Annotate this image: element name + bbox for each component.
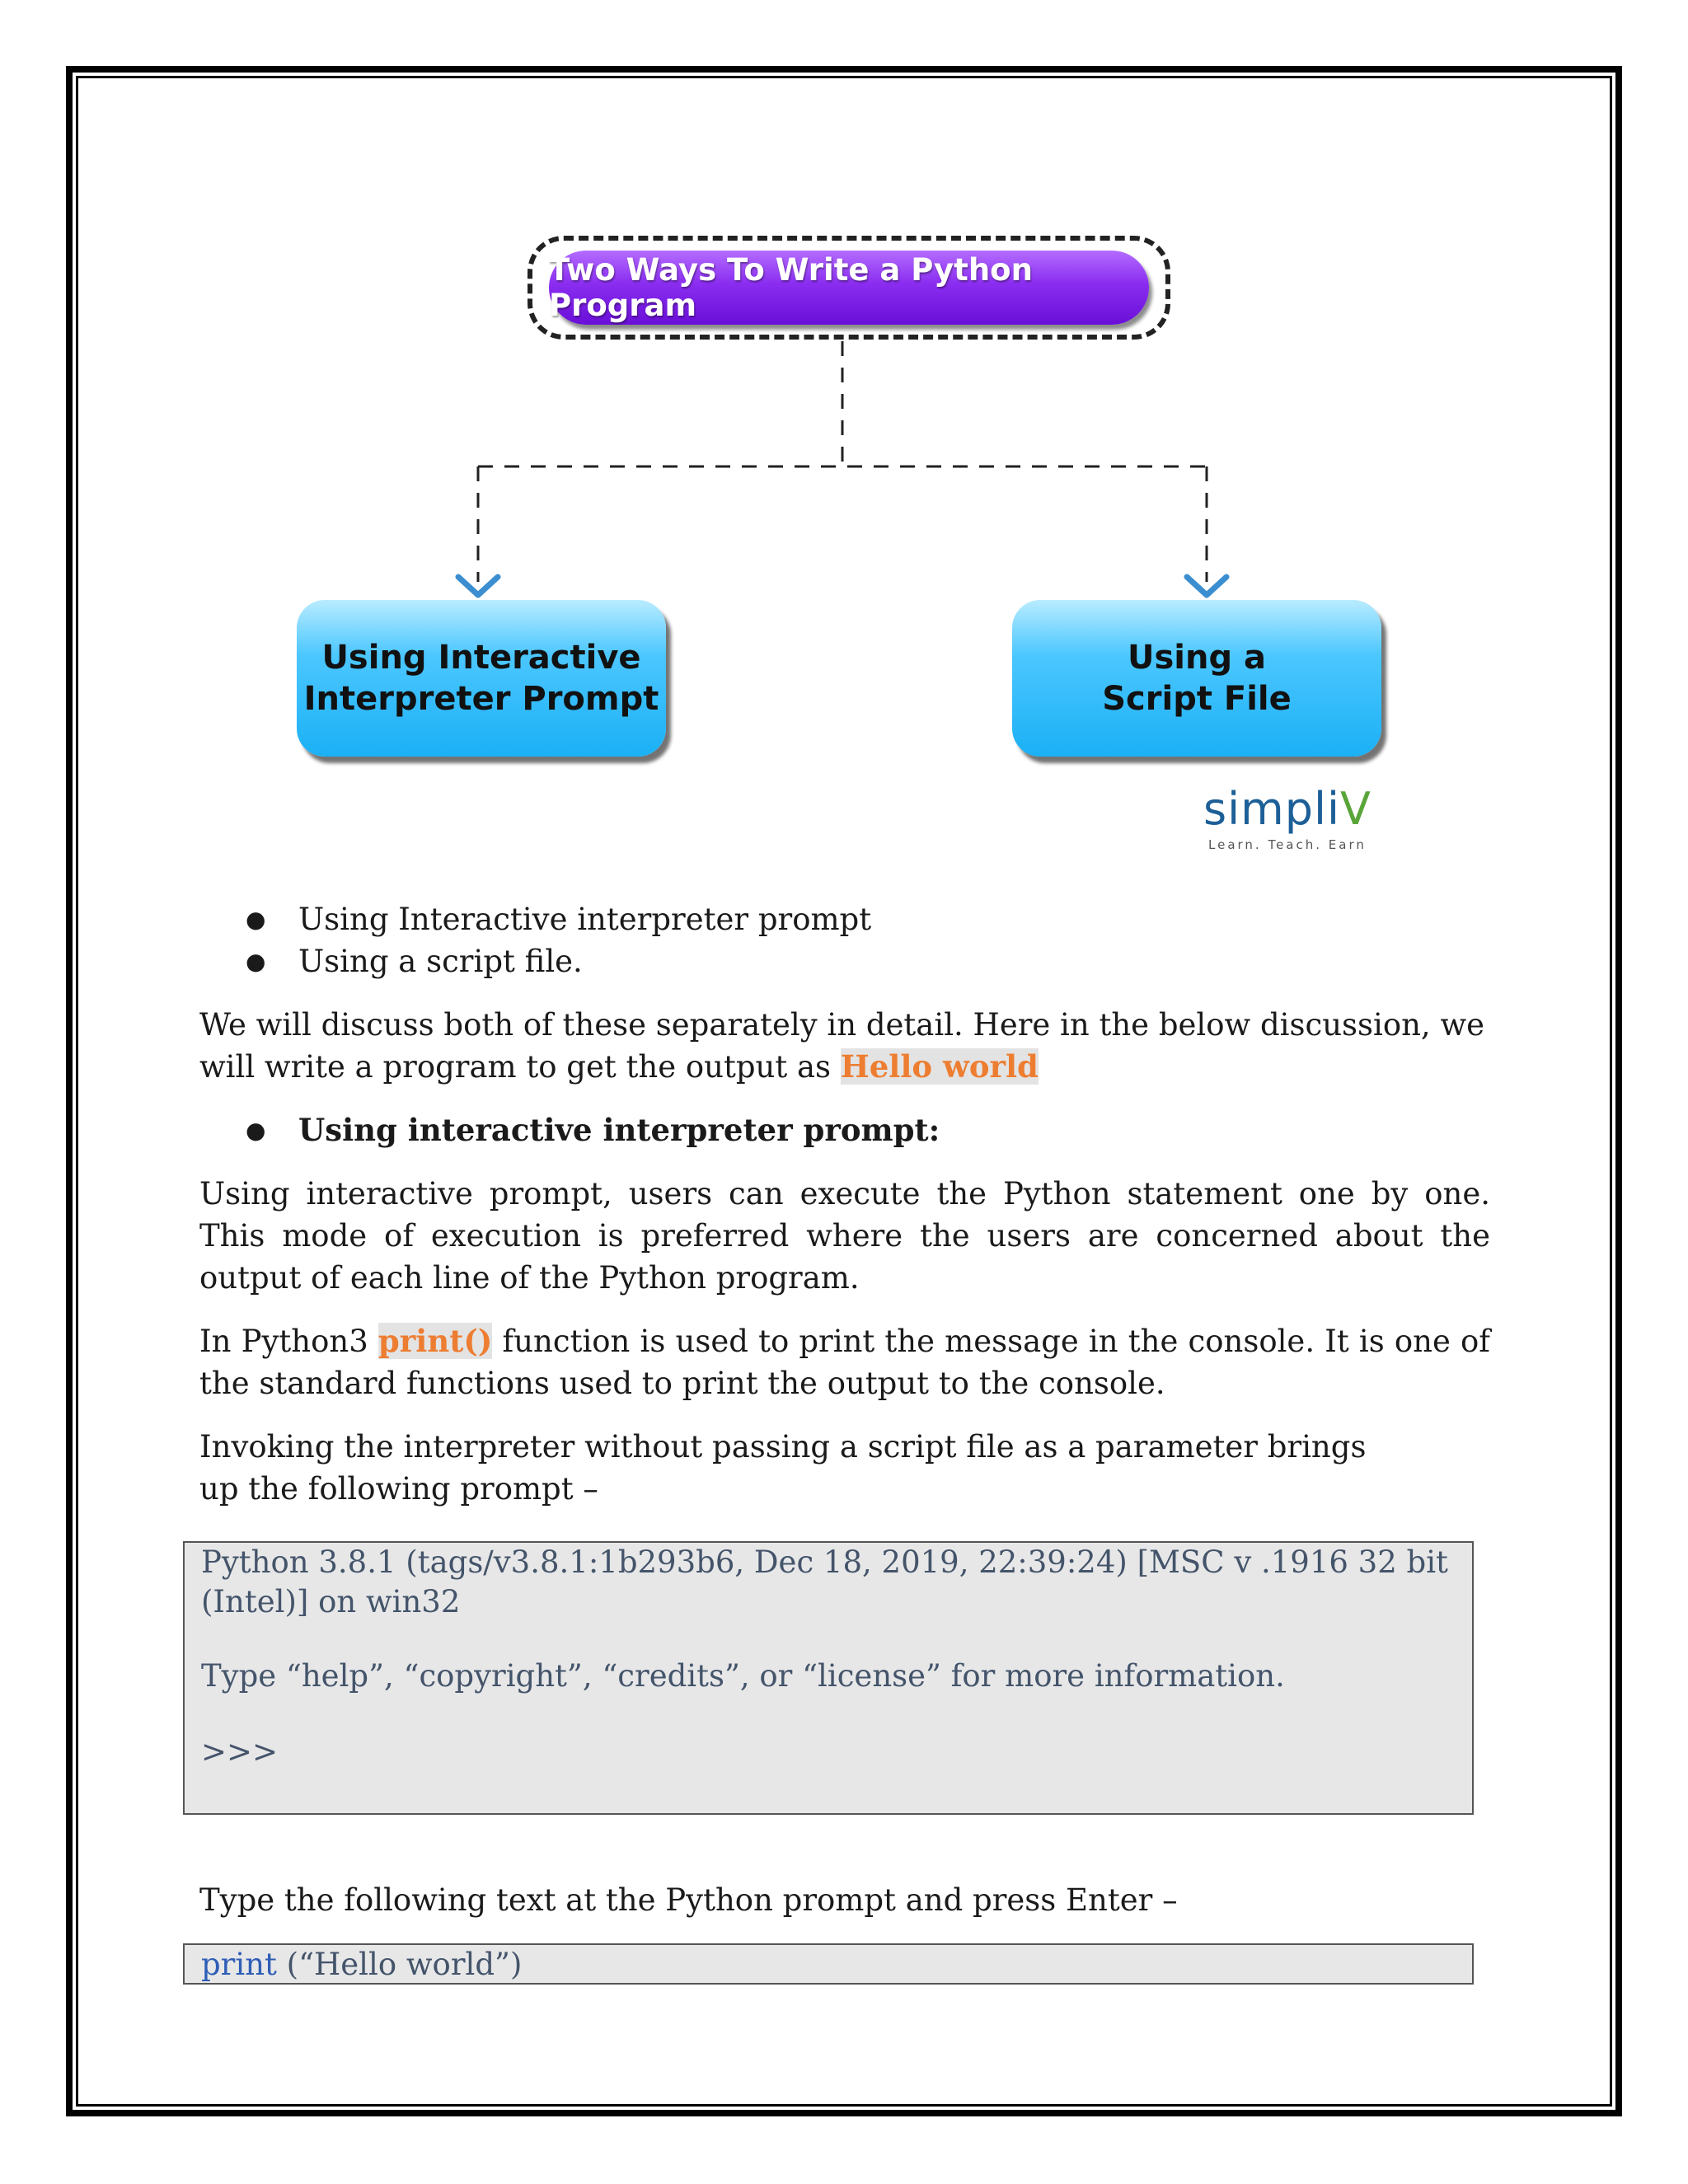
- console-prompt: >>>: [201, 1734, 279, 1769]
- code-print-args: (“Hello world”): [276, 1947, 523, 1982]
- node-interactive-prompt: [297, 600, 666, 757]
- node-right-line1: Using a: [1127, 639, 1266, 677]
- highlight-print: print(): [377, 1323, 493, 1359]
- node-left-line2: Interpreter Prompt: [303, 680, 659, 718]
- paragraph-type-instruction: Type the following text at the Python prompt and press Enter –: [199, 1882, 1178, 1918]
- simpliv-logo: [1203, 783, 1393, 852]
- node-left-line1: Using Interactive: [321, 639, 641, 677]
- code-keyword-print: print: [201, 1947, 277, 1982]
- logo-wordmark: simpliV: [1203, 783, 1372, 835]
- bullet-item: ● Using a script file.: [199, 940, 1490, 982]
- console-line-help: Type “help”, “copyright”, “credits”, or “license” for more information.: [201, 1658, 1285, 1694]
- document-body: [199, 898, 1490, 1510]
- code-print-box: [183, 1943, 1474, 1985]
- intro-bullet-list: [199, 898, 1490, 982]
- diagram: [0, 0, 1688, 874]
- node-right-line2: Script File: [1102, 680, 1292, 718]
- section-bullet-list: [199, 1109, 1490, 1151]
- diagram-title: Two Ways To Write a Python Program: [549, 251, 1149, 325]
- section-heading: ● Using interactive interpreter prompt:: [199, 1109, 1490, 1151]
- diagram-connectors: [0, 0, 1688, 626]
- node-script-file: [1012, 600, 1381, 757]
- highlight-hello-world: Hello world: [840, 1048, 1039, 1085]
- paragraph-interactive: Using interactive prompt, users can execute the Python statement one by one. This mode of execution is preferred where the users are concerned about the output of each line of the Python program.: [199, 1176, 1490, 1296]
- console-line-version: Python 3.8.1 (tags/v3.8.1:1b293b6, Dec 18, 2019, 22:39:24) [MSC v .1916 32 bit (Intel)] on win32: [201, 1544, 1448, 1619]
- console-output-box: [183, 1541, 1474, 1815]
- bullet-item: ● Using Interactive interpreter prompt: [199, 898, 1490, 940]
- paragraph-discuss: We will discuss both of these separately in detail. Here in the below discussion, we will write a program to get the output as Hello world: [199, 1007, 1485, 1085]
- paragraph-print: In Python3 print() function is used to print the message in the console. It is one of the standard functions used to print the output to the console.: [199, 1323, 1490, 1401]
- logo-tagline: Learn. Teach. Earn: [1208, 837, 1367, 852]
- paragraph-invoke: Invoking the interpreter without passing a script file as a parameter brings up the following prompt –: [199, 1429, 1367, 1507]
